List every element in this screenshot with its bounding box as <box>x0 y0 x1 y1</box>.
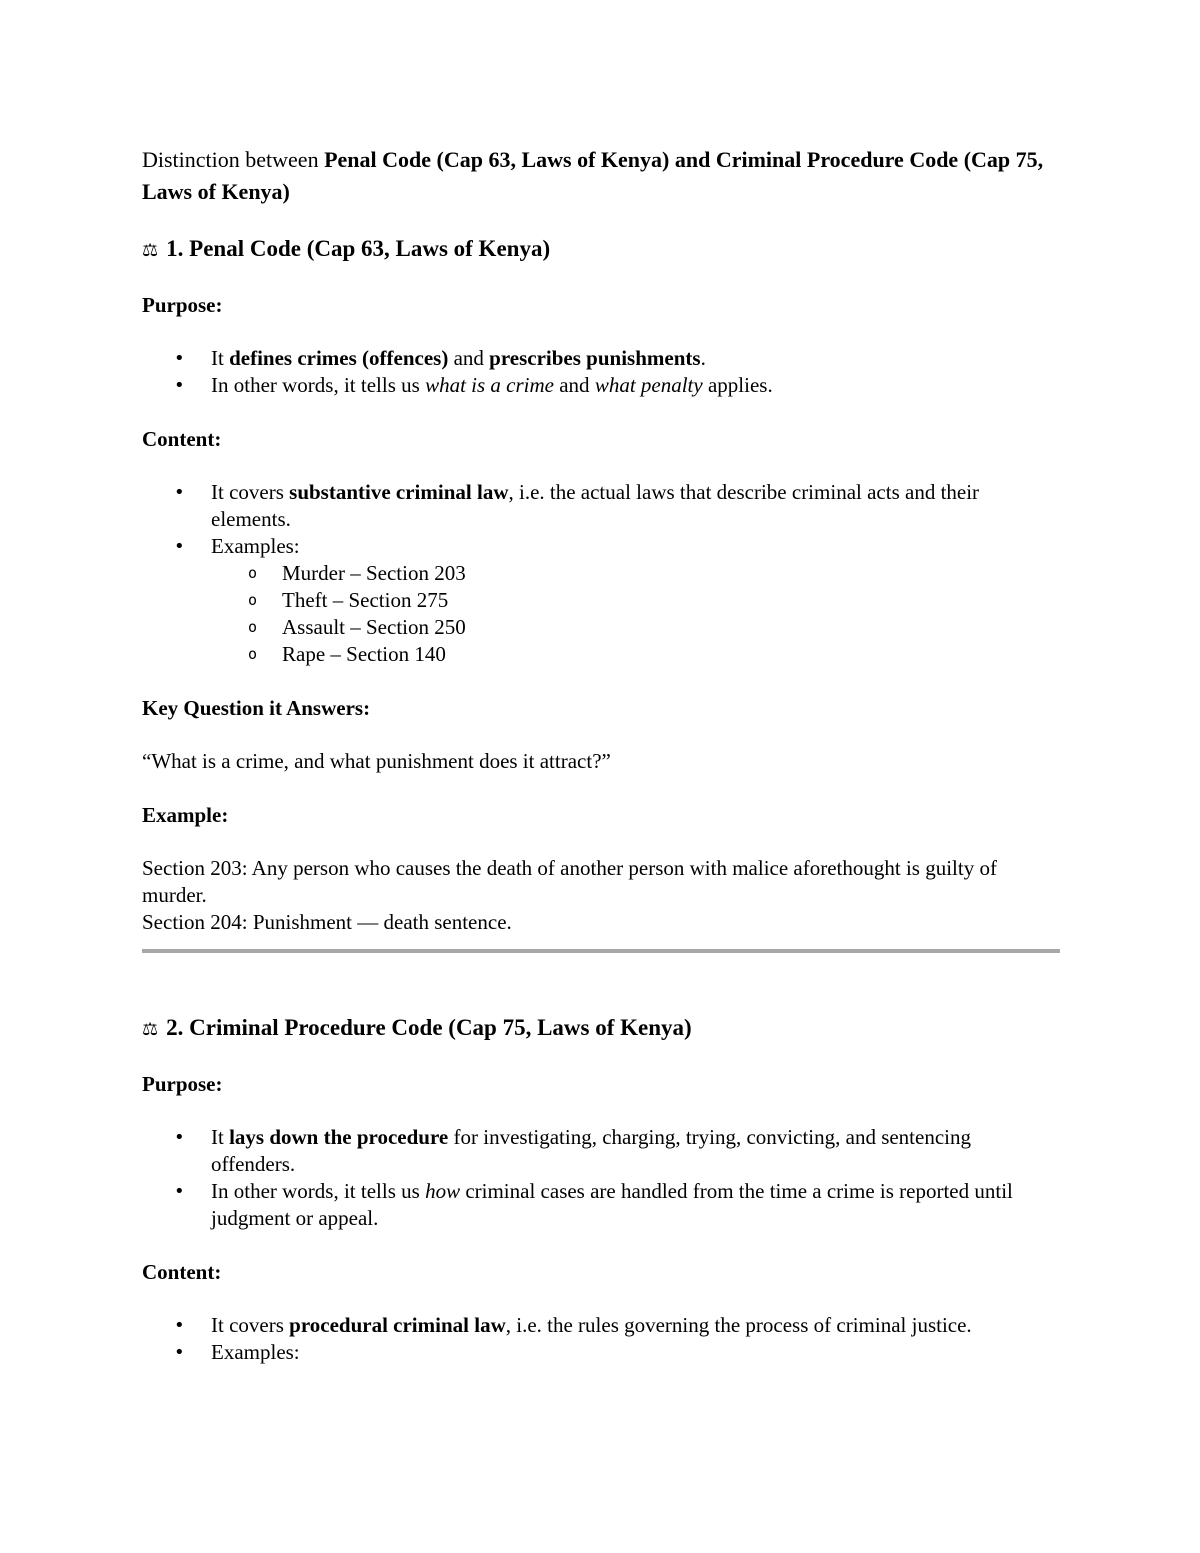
section-1-purpose-list <box>142 345 1060 399</box>
section-1-content-label: Content: <box>142 427 222 451</box>
section-1-purpose-label: Purpose: <box>142 293 223 317</box>
example-line-1: Section 203: Any person who causes the death of another person with malice aforethought is guilty of murder. <box>142 856 997 907</box>
list-item: • It covers substantive criminal law, i.e. the actual laws that describe criminal acts and their elements. <box>142 479 1060 533</box>
list-item: • In other words, it tells us what is a crime and what penalty applies. <box>142 372 1060 399</box>
horizontal-divider <box>142 949 1060 953</box>
list-item: • Examples: <box>142 1339 1060 1366</box>
section-2-purpose-list <box>142 1124 1060 1232</box>
key-question-label: Key Question it Answers: <box>142 696 371 720</box>
section-2-content-list <box>142 1312 1060 1366</box>
sublist-item: o Theft – Section 275 <box>211 587 1060 614</box>
example-line-2: Section 204: Punishment — death sentence. <box>142 910 512 934</box>
section-2-content-label: Content: <box>142 1260 222 1284</box>
document-page <box>142 144 1060 1393</box>
scales-icon: ⚖ <box>142 240 159 261</box>
list-item: • It defines crimes (offences) and prescribes punishments. <box>142 345 1060 372</box>
list-item: • In other words, it tells us how criminal cases are handled from the time a crime is reported until judgment or appeal. <box>142 1178 1060 1232</box>
sublist-item: o Murder – Section 203 <box>211 560 1060 587</box>
list-item: • It covers procedural criminal law, i.e. the rules governing the process of criminal justice. <box>142 1312 1060 1339</box>
examples-sublist <box>211 560 1060 668</box>
document-title: Distinction between Penal Code (Cap 63, Laws of Kenya) and Criminal Procedure Code (Cap 75, Laws of Kenya) <box>142 147 1044 204</box>
list-item: • It lays down the procedure for investigating, charging, trying, convicting, and sentencing offenders. <box>142 1124 1060 1178</box>
section-2-purpose-label: Purpose: <box>142 1072 223 1096</box>
section-2-heading: ⚖ 2. Criminal Procedure Code (Cap 75, Laws of Kenya) <box>142 1015 692 1040</box>
scales-icon: ⚖ <box>142 1019 159 1040</box>
key-question-text: “What is a crime, and what punishment does it attract?” <box>142 749 611 773</box>
example-label: Example: <box>142 803 229 827</box>
list-item: • Examples: o Murder – Section 203 o Theft – Section 275 o Assault – Section 250 o Rape – Section 140 <box>142 533 1060 668</box>
section-1-heading: ⚖ 1. Penal Code (Cap 63, Laws of Kenya) <box>142 236 551 261</box>
section-1-content-list <box>142 479 1060 668</box>
sublist-item: o Assault – Section 250 <box>211 614 1060 641</box>
sublist-item: o Rape – Section 140 <box>211 641 1060 668</box>
